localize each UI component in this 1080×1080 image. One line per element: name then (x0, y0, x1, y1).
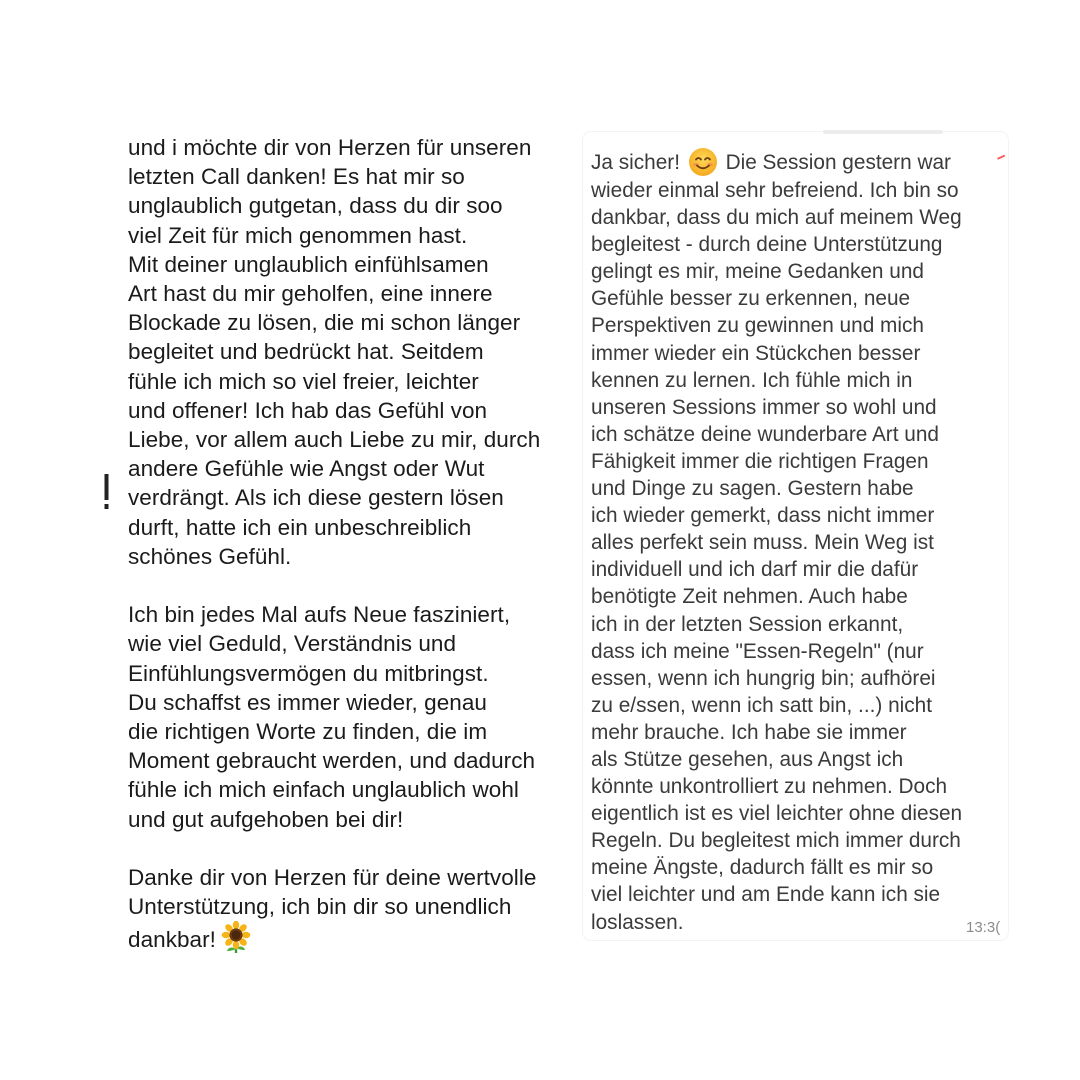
left-edge-mark (104, 474, 109, 510)
reply-line: ich in der letzten Session erkannt, (591, 612, 904, 636)
reply-first-line-suffix: Die Session gestern war (725, 151, 951, 174)
left-message-line: verdrängt. Als ich diese gestern lösen (128, 485, 504, 511)
reply-first-line (591, 147, 1007, 177)
reply-line: dankbar, dass du mich auf meinem Weg (591, 206, 962, 230)
left-message-line: Moment gebraucht werden, und dadurch (128, 748, 536, 774)
left-message-last-line (128, 921, 580, 954)
reply-line: immer wieder ein Stückchen besser (591, 341, 921, 365)
reply-line: mehr brauche. Ich habe sie immer (591, 720, 907, 744)
left-message-line: durft, hatte ich ein unbeschreiblich (128, 514, 472, 540)
reply-line: gelingt es mir, meine Gedanken und (591, 260, 924, 284)
left-message-line: fühle ich mich einfach unglaublich wohl (128, 777, 519, 803)
reply-lines (591, 177, 1007, 936)
reply-line: benötigte Zeit nehmen. Auch habe (591, 585, 908, 609)
reply-line: kennen zu lernen. Ich fühle mich in (591, 368, 913, 392)
left-message-line: und gut aufgehoben bei dir! (128, 806, 404, 832)
reply-line: Regeln. Du begleitest mich immer durch (591, 829, 961, 853)
left-message-lines (128, 133, 580, 921)
left-message-line: Mit deiner unglaublich einfühlsamen (128, 251, 489, 277)
reply-line: begleitest - durch deine Unterstützung (591, 233, 943, 257)
left-message-line: unglaublich gutgetan, dass du dir soo (128, 193, 503, 219)
message-timestamp: 13:3( (966, 919, 1001, 936)
left-message-line: und i möchte dir von Herzen für unseren (128, 135, 532, 160)
reply-text (591, 147, 1007, 936)
left-message-line: schönes Gefühl. (128, 543, 292, 569)
left-message-line: Danke dir von Herzen für deine wertvolle (128, 865, 537, 891)
reply-line: eigentlich ist es viel leichter ohne diesen (591, 802, 963, 826)
paragraph-gap (128, 571, 580, 600)
left-message-line: letzten Call danken! Es hat mir so (128, 164, 465, 190)
reply-line: zu e/ssen, wenn ich satt bin, ...) nicht (591, 693, 933, 717)
left-message-line: begleitet und bedrückt hat. Seitdem (128, 339, 484, 365)
left-message-last-line-text: dankbar! (128, 927, 216, 953)
reply-line: essen, wenn ich hungrig bin; aufhörei (591, 666, 936, 690)
left-message-line: viel Zeit für mich genommen hast. (128, 222, 468, 248)
reply-first-line-prefix: Ja sicher! (591, 151, 680, 174)
left-message-line: Art hast du mir geholfen, eine innere (128, 281, 493, 307)
left-message-line: Einfühlungsvermögen du mitbringst. (128, 660, 489, 686)
left-message-line: die richtigen Worte zu finden, die im (128, 719, 488, 745)
reply-line: könnte unkontrolliert zu nehmen. Doch (591, 775, 948, 799)
left-message-line: fühle ich mich so viel freier, leichter (128, 368, 479, 394)
left-message-line: Du schaffst es immer wieder, genau (128, 689, 487, 715)
smiling-face-emoji-icon (688, 147, 718, 177)
reply-line: unseren Sessions immer so wohl und (591, 395, 937, 419)
left-message-line: wie viel Geduld, Verständnis und (128, 631, 457, 657)
reply-line: Fähigkeit immer die richtigen Fragen (591, 449, 929, 473)
left-message-line: Blockade zu lösen, die mi schon länger (128, 310, 521, 336)
bubble-top-shade (823, 130, 943, 134)
reply-line: wieder einmal sehr befreiend. Ich bin so (591, 179, 959, 202)
left-message (128, 133, 580, 955)
reply-line: ich wieder gemerkt, dass nicht immer (591, 504, 935, 528)
left-message-line: Liebe, vor allem auch Liebe zu mir, durch (128, 427, 541, 453)
reply-line: als Stütze gesehen, aus Angst ich (591, 747, 904, 771)
reply-line: loslassen. (591, 910, 684, 934)
sunflower-emoji-icon (220, 921, 252, 953)
left-message-line: andere Gefühle wie Angst oder Wut (128, 456, 485, 482)
paragraph-gap (128, 834, 580, 863)
message-bubble-reply (583, 132, 1008, 940)
left-message-line: Unterstützung, ich bin dir so unendlich (128, 894, 512, 920)
reply-line: Perspektiven zu gewinnen und mich (591, 314, 924, 338)
reply-line: Gefühle besser zu erkennen, neue (591, 287, 911, 311)
reply-line: meine Ängste, dadurch fällt es mir so (591, 856, 934, 880)
left-message-line: und offener! Ich hab das Gefühl von (128, 397, 488, 423)
reply-line: ich schätze deine wunderbare Art und (591, 422, 939, 446)
left-message-line: Ich bin jedes Mal aufs Neue fasziniert, (128, 602, 511, 628)
reply-line: und Dinge zu sagen. Gestern habe (591, 477, 914, 501)
reply-line: viel leichter und am Ende kann ich sie (591, 883, 941, 907)
reply-line: individuell und ich darf mir die dafür (591, 558, 919, 582)
reply-line: dass ich meine "Essen-Regeln" (nur (591, 639, 924, 663)
reply-line: alles perfekt sein muss. Mein Weg ist (591, 531, 934, 555)
